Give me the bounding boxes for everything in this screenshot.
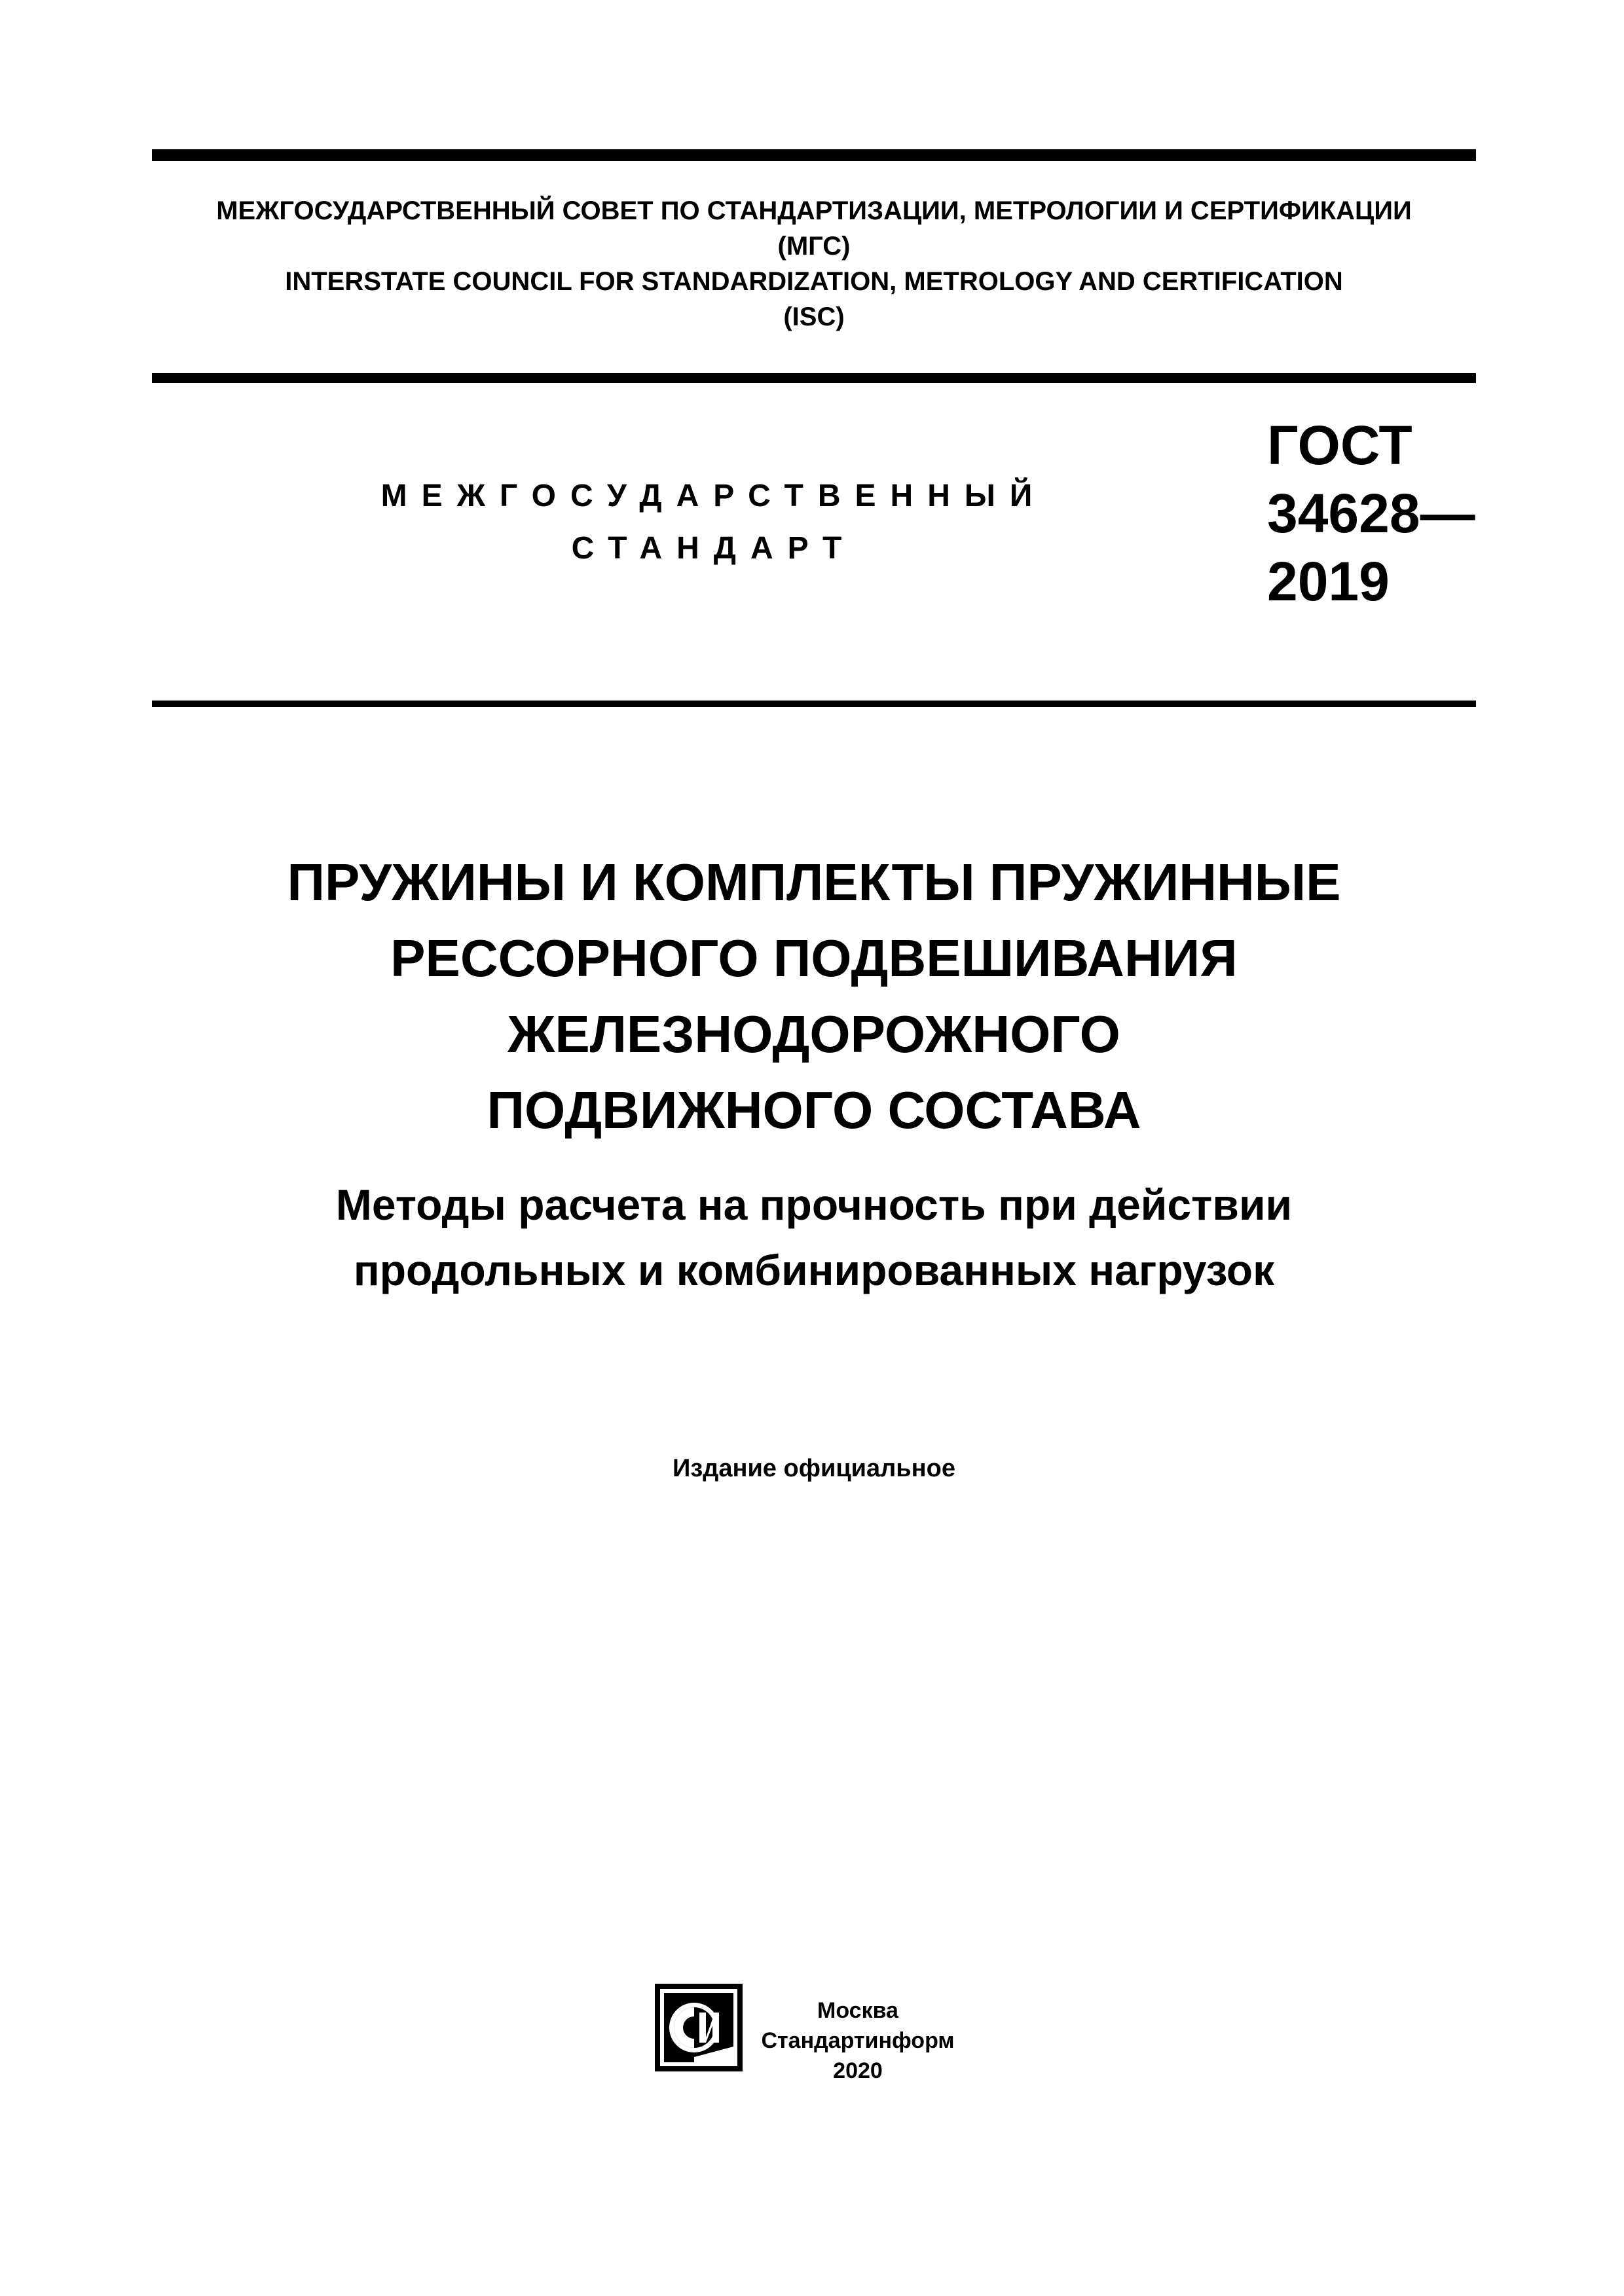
subtitle-line2: продольных и комбинированных нагрузок [353,1246,1275,1294]
standard-type [367,470,1061,575]
designation-year: 2019 [1267,551,1390,612]
council-block [152,193,1476,335]
standard-type-line2: СТАНДАРТ [571,531,857,566]
document-subtitle [152,1172,1476,1303]
council-name-ru: МЕЖГОСУДАРСТВЕННЫЙ СОВЕТ ПО СТАНДАРТИЗАЦИИ, МЕТРОЛОГИИ И СЕРТИФИКАЦИИ [216,196,1412,225]
top-rule [152,149,1476,161]
publisher-year: 2020 [833,2058,883,2083]
standartinform-logo-icon [655,1984,743,2071]
title-line1: ПРУЖИНЫ И КОМПЛЕКТЫ ПРУЖИННЫЕ [287,853,1341,911]
council-name-en: INTERSTATE COUNCIL FOR STANDARDIZATION, METROLOGY AND CERTIFICATION [285,267,1343,296]
title-line3: ЖЕЛЕЗНОДОРОЖНОГО [507,1005,1120,1063]
document-title [152,845,1476,1148]
council-abbr-ru: (МГС) [777,232,851,261]
subtitle-line1: Методы расчета на прочность при действии [335,1180,1293,1229]
publisher-block [750,1995,966,2086]
title-line2: РЕССОРНОГО ПОДВЕШИВАНИЯ [390,929,1238,987]
designation-number: 34628— [1267,483,1475,544]
standard-type-line1: МЕЖГОСУДАРСТВЕННЫЙ [380,479,1047,513]
designation-prefix: ГОСТ [1267,414,1412,476]
middle-rule [152,373,1476,383]
title-line4: ПОДВИЖНОГО СОСТАВА [487,1081,1141,1139]
publisher-name: Стандартинформ [761,2028,955,2053]
standard-designation [1267,411,1475,615]
edition-note: Издание официальное [673,1455,955,1482]
council-abbr-en: (ISC) [783,302,845,331]
publisher-city: Москва [817,1998,898,2023]
bottom-rule [152,701,1476,707]
